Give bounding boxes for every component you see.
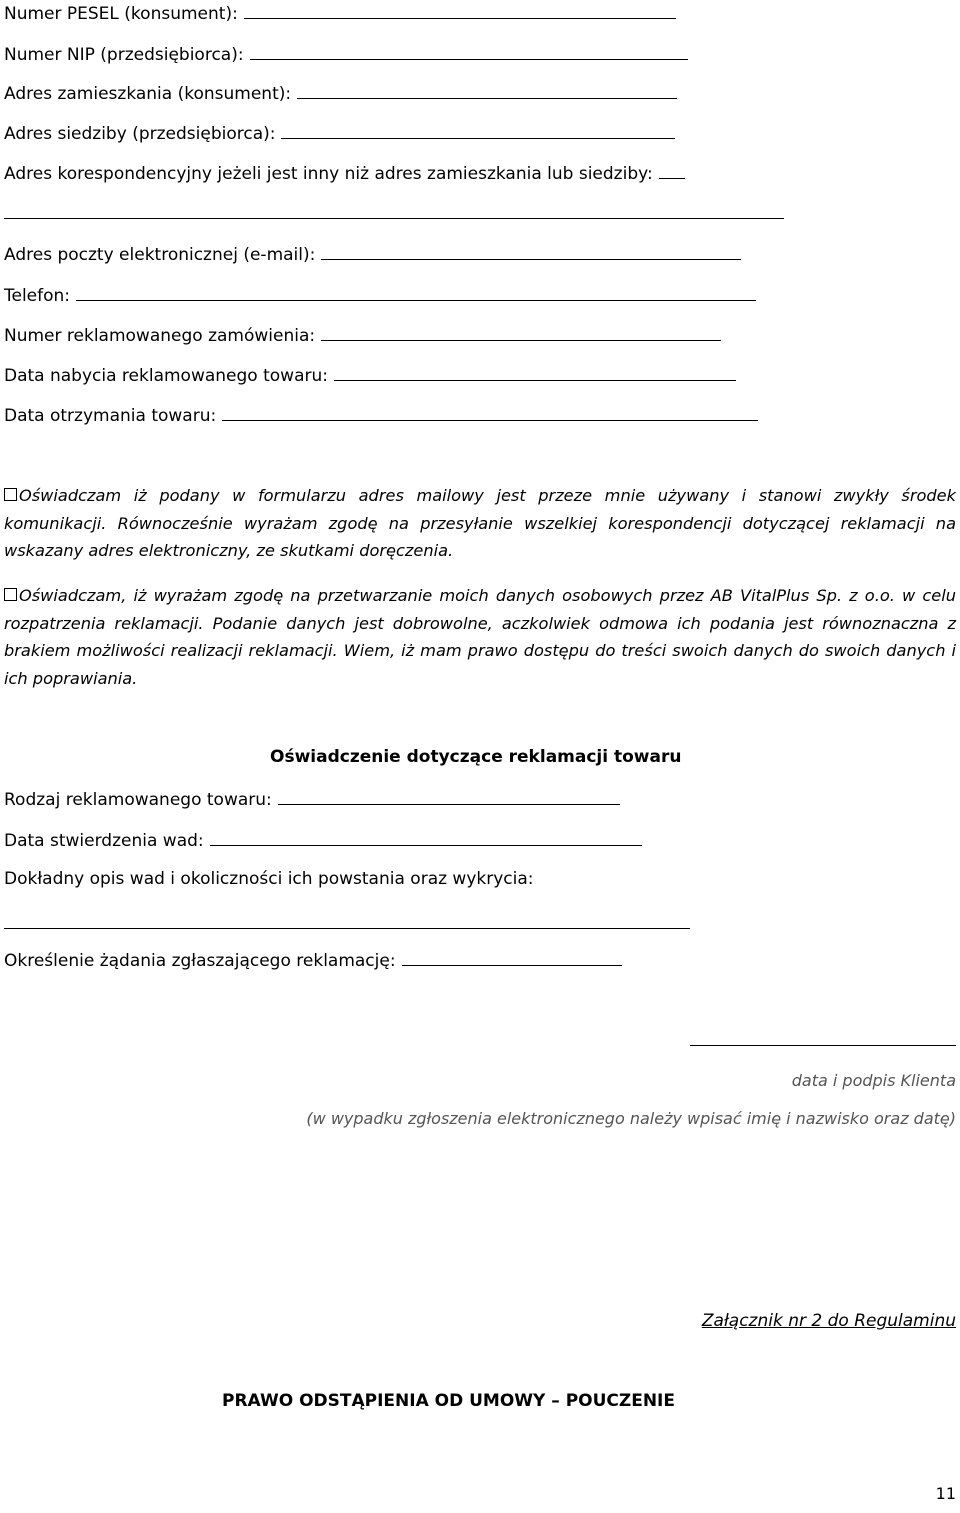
- field-label: Adres siedziby (przedsiębiorca):: [4, 124, 276, 144]
- field-product-type: [4, 788, 620, 810]
- field-label: Określenie żądania zgłaszającego reklamację:: [4, 951, 396, 971]
- order-number-input-line[interactable]: [321, 324, 721, 341]
- field-label: Adres zamieszkania (konsument):: [4, 84, 292, 104]
- purchase-date-input-line[interactable]: [334, 364, 736, 381]
- consent-data-processing-text: Oświadczam, iż wyrażam zgodę na przetwarzanie moich danych osobowych przez AB VitalPlus Sp. z o.o. w celu rozpatrzenia reklamacji. Podanie danych jest dobrowolne, aczkolwiek odmowa ich podania jest równoznaczna z brakiem możliwości realizacji reklamacji. Wiem, iż mam prawo dostępu do treści swoich danych do swoich danych i ich poprawiania.: [4, 586, 956, 688]
- email-input-line[interactable]: [321, 243, 741, 260]
- field-label: Dokładny opis wad i okoliczności ich powstania oraz wykrycia:: [4, 869, 534, 889]
- field-label: Numer reklamowanego zamówienia:: [4, 326, 316, 346]
- phone-input-line[interactable]: [76, 284, 756, 301]
- field-label: Numer NIP (przedsiębiorca):: [4, 45, 244, 65]
- field-purchase-date: [4, 364, 736, 386]
- field-claim-request: [4, 949, 622, 971]
- annex-title: Załącznik nr 2 do Regulaminu: [701, 1311, 956, 1331]
- product-type-input-line[interactable]: [278, 788, 620, 805]
- claim-request-input-line[interactable]: [402, 949, 622, 966]
- field-company-address: [4, 122, 675, 144]
- field-pesel: [4, 2, 676, 24]
- field-label: Data stwierdzenia wad:: [4, 831, 204, 851]
- field-label: Rodzaj reklamowanego towaru:: [4, 790, 272, 810]
- defect-date-input-line[interactable]: [210, 829, 642, 846]
- consent-email-paragraph: [4, 482, 956, 565]
- signature-note: (w wypadku zgłoszenia elektronicznego należy wpisać imię i nazwisko oraz datę): [306, 1109, 956, 1128]
- field-home-address: [4, 82, 677, 104]
- page-number: 11: [935, 1484, 956, 1503]
- consent-email-checkbox[interactable]: [4, 488, 17, 501]
- field-receipt-date: [4, 404, 758, 426]
- field-label: Adres poczty elektronicznej (e-mail):: [4, 245, 316, 265]
- field-correspondence-address: [4, 162, 685, 184]
- field-label: Numer PESEL (konsument):: [4, 4, 238, 24]
- field-label: Adres korespondencyjny jeżeli jest inny niż adres zamieszkania lub siedziby:: [4, 164, 653, 184]
- nip-input-line[interactable]: [250, 43, 688, 60]
- defect-description-input-line[interactable]: [4, 928, 690, 929]
- complaint-heading: Oświadczenie dotyczące reklamacji towaru: [270, 747, 682, 767]
- correspondence-address-continuation-line[interactable]: [4, 218, 784, 219]
- field-email: [4, 243, 741, 265]
- field-defect-description: [4, 869, 534, 889]
- field-nip: [4, 43, 688, 65]
- field-label: Telefon:: [4, 286, 71, 306]
- field-phone: [4, 284, 756, 306]
- company-address-input-line[interactable]: [281, 122, 675, 139]
- receipt-date-input-line[interactable]: [222, 404, 758, 421]
- field-defect-date: [4, 829, 642, 851]
- pesel-input-line[interactable]: [244, 2, 676, 19]
- consent-data-processing-checkbox[interactable]: [4, 588, 17, 601]
- home-address-input-line[interactable]: [297, 82, 677, 99]
- field-label: Data nabycia reklamowanego towaru:: [4, 366, 328, 386]
- field-label: Data otrzymania towaru:: [4, 406, 217, 426]
- consent-data-processing-paragraph: [4, 582, 956, 692]
- signature-line[interactable]: [690, 1045, 956, 1046]
- correspondence-address-input-line[interactable]: [659, 162, 685, 179]
- signature-caption: data i podpis Klienta: [791, 1071, 956, 1090]
- field-order-number: [4, 324, 721, 346]
- withdrawal-heading: PRAWO ODSTĄPIENIA OD UMOWY – POUCZENIE: [222, 1391, 675, 1411]
- consent-email-text: Oświadczam iż podany w formularzu adres mailowy jest przeze mnie używany i stanowi zwykły środek komunikacji. Równocześnie wyrażam zgodę na przesyłanie wszelkiej korespondencji dotyczącej reklamacji na wskazany adres elektroniczny, ze skutkami doręczenia.: [4, 486, 956, 561]
